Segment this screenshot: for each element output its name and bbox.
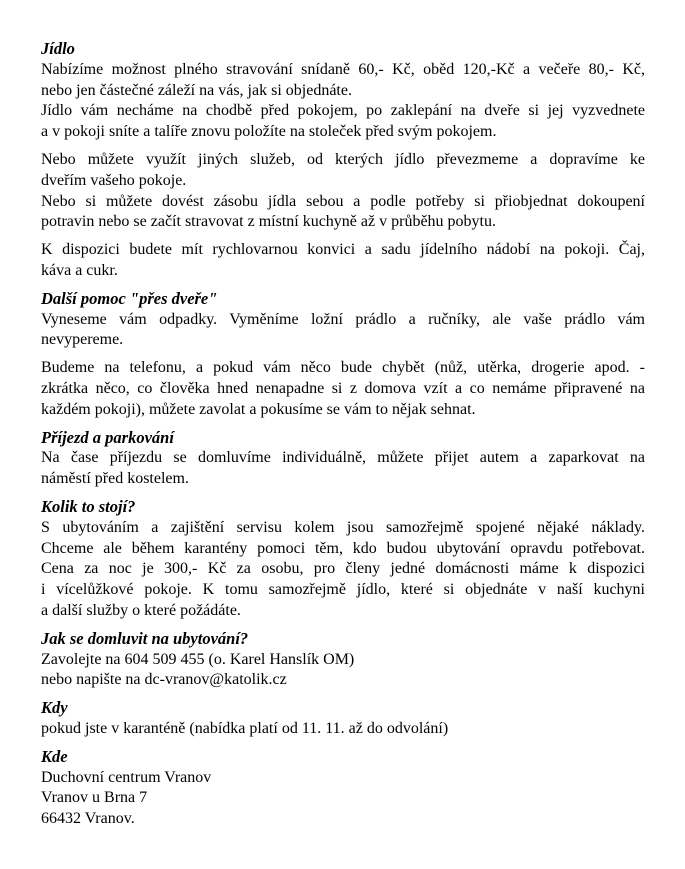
section-heading: Další pomoc "přes dveře" <box>41 288 218 308</box>
text-line: potravin nebo se začít stravovat z místní kuchyně až v průběhu pobytu. <box>41 213 496 231</box>
text-line: nebo jen částečné záleží na vás, jak si objednáte. <box>41 81 352 99</box>
section-heading: Jídlo <box>41 39 75 58</box>
paragraph <box>41 60 645 102</box>
section-heading: Kolik to stojí? <box>41 496 136 516</box>
text-line: Na čase příjezdu se domluvíme individuálně, můžete přijet autem a zaparkovat na <box>41 449 645 467</box>
text-line: Nabízíme možnost plného stravování snídaně 60,- Kč, oběd 120,-Kč a večeře 80,- Kč, <box>41 60 645 78</box>
paragraph <box>41 101 645 143</box>
paragraph <box>41 358 645 420</box>
text-line: Duchovní centrum Vranov <box>41 768 212 786</box>
text-line: S ubytováním a zajištění servisu kolem jsou samozřejmě spojené nějaké náklady. <box>41 518 645 536</box>
text-line: Jídlo vám necháme na chodbě před pokojem, po zaklepání na dveře si jej vyzvednete <box>41 102 645 120</box>
paragraph <box>41 768 645 830</box>
paragraph <box>41 240 645 282</box>
text-line: každém pokoji), můžete zavolat a pokusíme se vám to nějak sehnat. <box>41 400 476 418</box>
text-line: K dispozici budete mít rychlovarnou konvici a sadu jídelního nádobí na pokoji. Čaj, <box>41 241 645 259</box>
section-heading: Kdy <box>41 698 68 718</box>
text-line: káva a cukr. <box>41 261 118 279</box>
text-line: Nebo si můžete dovést zásobu jídla sebou a podle potřeby si přiobjednat dokoupení <box>41 192 645 210</box>
paragraph <box>41 192 645 234</box>
text-line: pokud jste v karanténě (nabídka platí od 11. 11. až do odvolání) <box>41 719 449 737</box>
document-body <box>41 39 645 830</box>
text-line: a další služby o které požádáte. <box>41 601 241 619</box>
text-line: Zavolejte na 604 509 455 (o. Karel Hanslík OM) <box>41 650 355 668</box>
paragraph <box>41 650 645 692</box>
section-heading: Jak se domluvit na ubytování? <box>41 628 249 648</box>
text-line: nevypereme. <box>41 331 124 349</box>
text-line: Nebo můžete využít jiných služeb, od kterých jídlo převezmeme a dopravíme ke <box>41 150 645 168</box>
section-heading: Příjezd a parkování <box>41 427 174 447</box>
paragraph <box>41 150 645 192</box>
paragraph <box>41 719 645 740</box>
text-line: dveřím vašeho pokoje. <box>41 171 187 189</box>
text-line: a v pokoji sníte a talíře znovu položíte na stoleček před svým pokojem. <box>41 123 497 141</box>
text-line: Chceme ale během karantény pomoci těm, kdo budou ubytování opravdu potřebovat. <box>41 539 645 557</box>
text-line: Cena za noc je 300,- Kč za osobu, pro členy jedné domácnosti máme k dispozici <box>41 560 645 578</box>
text-line: náměstí před kostelem. <box>41 470 189 488</box>
text-line: Budeme na telefonu, a pokud vám něco bude chybět (nůž, utěrka, drogerie apod. - <box>41 359 645 377</box>
paragraph <box>41 310 645 352</box>
paragraph <box>41 448 645 490</box>
text-line: 66432 Vranov. <box>41 810 135 828</box>
text-line: zkrátka něco, co člověka hned nenapadne si z domova vzít a co nemáme připravené na <box>41 379 645 397</box>
text-line: Vyneseme vám odpadky. Vyměníme ložní prádlo a ručníky, ale vaše prádlo vám <box>41 310 645 328</box>
text-line: i vícelůžkové pokoje. K tomu samozřejmě jídlo, které si objednáte v naší kuchyni <box>41 581 645 599</box>
text-line: Vranov u Brna 7 <box>41 789 148 807</box>
paragraph <box>41 518 645 622</box>
section-heading: Kde <box>41 746 68 766</box>
text-line: nebo napište na dc-vranov@katolik.cz <box>41 671 287 689</box>
